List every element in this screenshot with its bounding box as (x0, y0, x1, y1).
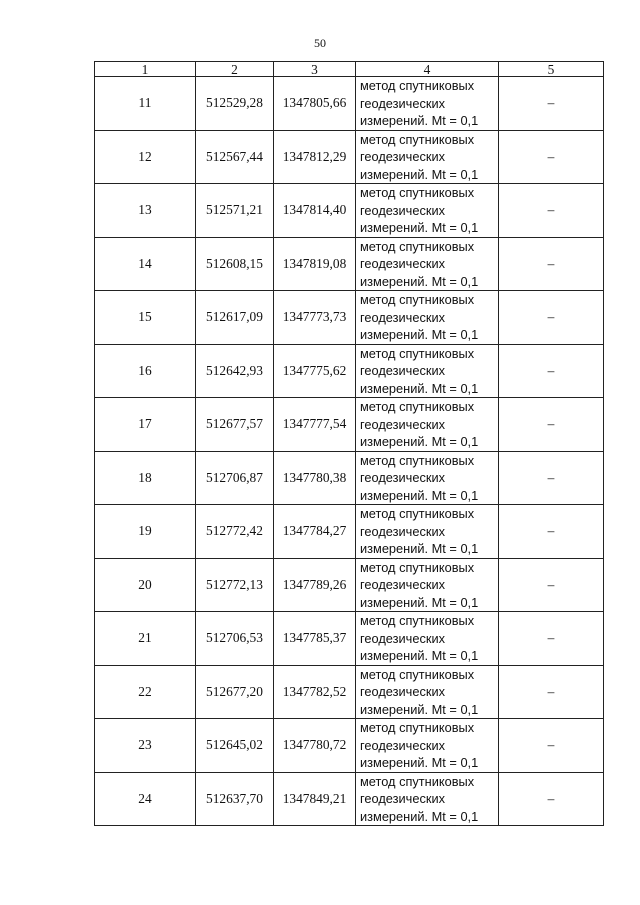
x-coordinate-cell: 512645,02 (196, 719, 274, 773)
method-text-line: метод спутниковых (360, 559, 475, 575)
method-cell (356, 665, 499, 719)
method-text-line: геодезических (360, 149, 445, 164)
method-cell (356, 237, 499, 291)
table-row (95, 184, 604, 238)
table-row (95, 398, 604, 452)
method-text-line: измерений. Mt = 0,1 (360, 273, 479, 289)
column-header-1: 1 (95, 62, 196, 77)
column-header-4: 4 (356, 62, 499, 77)
method-text-line: геодезических (360, 791, 445, 806)
y-coordinate-cell: 1347784,27 (274, 505, 356, 559)
table-row (95, 719, 604, 773)
method-text-line: измерений. Mt = 0,1 (360, 380, 479, 396)
method-text-line: метод спутниковых (360, 613, 475, 628)
table-row (95, 130, 604, 184)
method-text-line: геодезических (360, 630, 445, 646)
method-text-line: измерений. Mt = 0,1 (360, 755, 479, 770)
method-text-line: геодезических (360, 256, 445, 271)
method-text-line: геодезических (360, 95, 445, 111)
method-text-line: метод спутниковых (360, 292, 475, 307)
method-text-line: измерений. Mt = 0,1 (360, 166, 479, 182)
x-coordinate-cell: 512617,09 (196, 291, 274, 345)
point-number-cell: 11 (95, 77, 196, 131)
x-coordinate-cell: 512772,13 (196, 558, 274, 612)
note-cell: – (499, 398, 604, 452)
x-coordinate-cell: 512677,57 (196, 398, 274, 452)
y-coordinate-cell: 1347780,38 (274, 451, 356, 505)
method-text-line: метод спутниковых (360, 238, 475, 254)
x-coordinate-cell: 512706,53 (196, 612, 274, 666)
table-row (95, 344, 604, 398)
method-text-line: геодезических (360, 684, 445, 699)
method-text-line: метод спутниковых (360, 720, 475, 735)
method-text-line: метод спутниковых (360, 506, 475, 521)
y-coordinate-cell: 1347849,21 (274, 772, 356, 826)
method-cell (356, 772, 499, 826)
x-coordinate-cell: 512677,20 (196, 665, 274, 719)
method-text-line: геодезических (360, 416, 445, 432)
method-text-line: метод спутниковых (360, 78, 475, 93)
method-text-line: метод спутниковых (360, 345, 475, 361)
method-text-line: измерений. Mt = 0,1 (360, 327, 479, 342)
y-coordinate-cell: 1347775,62 (274, 344, 356, 398)
method-cell (356, 451, 499, 505)
y-coordinate-cell: 1347819,08 (274, 237, 356, 291)
method-cell (356, 505, 499, 559)
method-text-line: измерений. Mt = 0,1 (360, 487, 479, 503)
method-text-line: геодезических (360, 202, 445, 218)
method-text-line: измерений. Mt = 0,1 (360, 220, 479, 235)
method-text-line: измерений. Mt = 0,1 (360, 113, 479, 128)
point-number-cell: 23 (95, 719, 196, 773)
point-number-cell: 16 (95, 344, 196, 398)
method-text-line: измерений. Mt = 0,1 (360, 701, 479, 717)
table-row (95, 665, 604, 719)
method-text-line: метод спутниковых (360, 399, 475, 414)
method-cell (356, 291, 499, 345)
method-text-line: измерений. Mt = 0,1 (360, 434, 479, 449)
note-cell: – (499, 558, 604, 612)
point-number-cell: 14 (95, 237, 196, 291)
method-text-line: измерений. Mt = 0,1 (360, 808, 479, 824)
table-row (95, 772, 604, 826)
y-coordinate-cell: 1347789,26 (274, 558, 356, 612)
x-coordinate-cell: 512608,15 (196, 237, 274, 291)
x-coordinate-cell: 512772,42 (196, 505, 274, 559)
y-coordinate-cell: 1347782,52 (274, 665, 356, 719)
method-text-line: геодезических (360, 470, 445, 485)
point-number-cell: 22 (95, 665, 196, 719)
note-cell: – (499, 130, 604, 184)
point-number-cell: 24 (95, 772, 196, 826)
method-text-line: измерений. Mt = 0,1 (360, 594, 479, 610)
method-cell (356, 344, 499, 398)
note-cell: – (499, 719, 604, 773)
table-row (95, 291, 604, 345)
method-text-line: метод спутниковых (360, 666, 475, 682)
column-header-5: 5 (499, 62, 604, 77)
point-number-cell: 15 (95, 291, 196, 345)
method-cell (356, 77, 499, 131)
table-row (95, 451, 604, 505)
x-coordinate-cell: 512529,28 (196, 77, 274, 131)
method-text-line: геодезических (360, 577, 445, 592)
note-cell: – (499, 184, 604, 238)
note-cell: – (499, 505, 604, 559)
x-coordinate-cell: 512571,21 (196, 184, 274, 238)
method-cell (356, 612, 499, 666)
method-text-line: геодезических (360, 363, 445, 378)
y-coordinate-cell: 1347785,37 (274, 612, 356, 666)
method-cell (356, 398, 499, 452)
note-cell: – (499, 665, 604, 719)
note-cell: – (499, 237, 604, 291)
y-coordinate-cell: 1347812,29 (274, 130, 356, 184)
note-cell: – (499, 451, 604, 505)
column-header-3: 3 (274, 62, 356, 77)
method-text-line: измерений. Mt = 0,1 (360, 541, 479, 556)
point-number-cell: 17 (95, 398, 196, 452)
method-text-line: геодезических (360, 523, 445, 539)
note-cell: – (499, 291, 604, 345)
table-row (95, 558, 604, 612)
note-cell: – (499, 77, 604, 131)
point-number-cell: 21 (95, 612, 196, 666)
method-text-line: метод спутниковых (360, 773, 475, 789)
table-row (95, 505, 604, 559)
method-cell (356, 184, 499, 238)
x-coordinate-cell: 512706,87 (196, 451, 274, 505)
method-cell (356, 130, 499, 184)
x-coordinate-cell: 512642,93 (196, 344, 274, 398)
method-text-line: метод спутниковых (360, 131, 475, 147)
table-header-row (95, 62, 604, 77)
method-cell (356, 719, 499, 773)
table-row (95, 237, 604, 291)
y-coordinate-cell: 1347805,66 (274, 77, 356, 131)
x-coordinate-cell: 512637,70 (196, 772, 274, 826)
table-row (95, 77, 604, 131)
note-cell: – (499, 344, 604, 398)
y-coordinate-cell: 1347777,54 (274, 398, 356, 452)
y-coordinate-cell: 1347773,73 (274, 291, 356, 345)
method-text-line: измерений. Mt = 0,1 (360, 648, 479, 663)
method-cell (356, 558, 499, 612)
method-text-line: метод спутниковых (360, 452, 475, 468)
point-number-cell: 18 (95, 451, 196, 505)
method-text-line: метод спутниковых (360, 185, 475, 200)
point-number-cell: 12 (95, 130, 196, 184)
method-text-line: геодезических (360, 309, 445, 325)
table-row (95, 612, 604, 666)
point-number-cell: 20 (95, 558, 196, 612)
column-header-2: 2 (196, 62, 274, 77)
note-cell: – (499, 772, 604, 826)
page-number: 50 (314, 36, 326, 50)
coordinates-table (94, 61, 604, 826)
method-text-line: геодезических (360, 737, 445, 753)
note-cell: – (499, 612, 604, 666)
point-number-cell: 13 (95, 184, 196, 238)
point-number-cell: 19 (95, 505, 196, 559)
x-coordinate-cell: 512567,44 (196, 130, 274, 184)
y-coordinate-cell: 1347814,40 (274, 184, 356, 238)
y-coordinate-cell: 1347780,72 (274, 719, 356, 773)
